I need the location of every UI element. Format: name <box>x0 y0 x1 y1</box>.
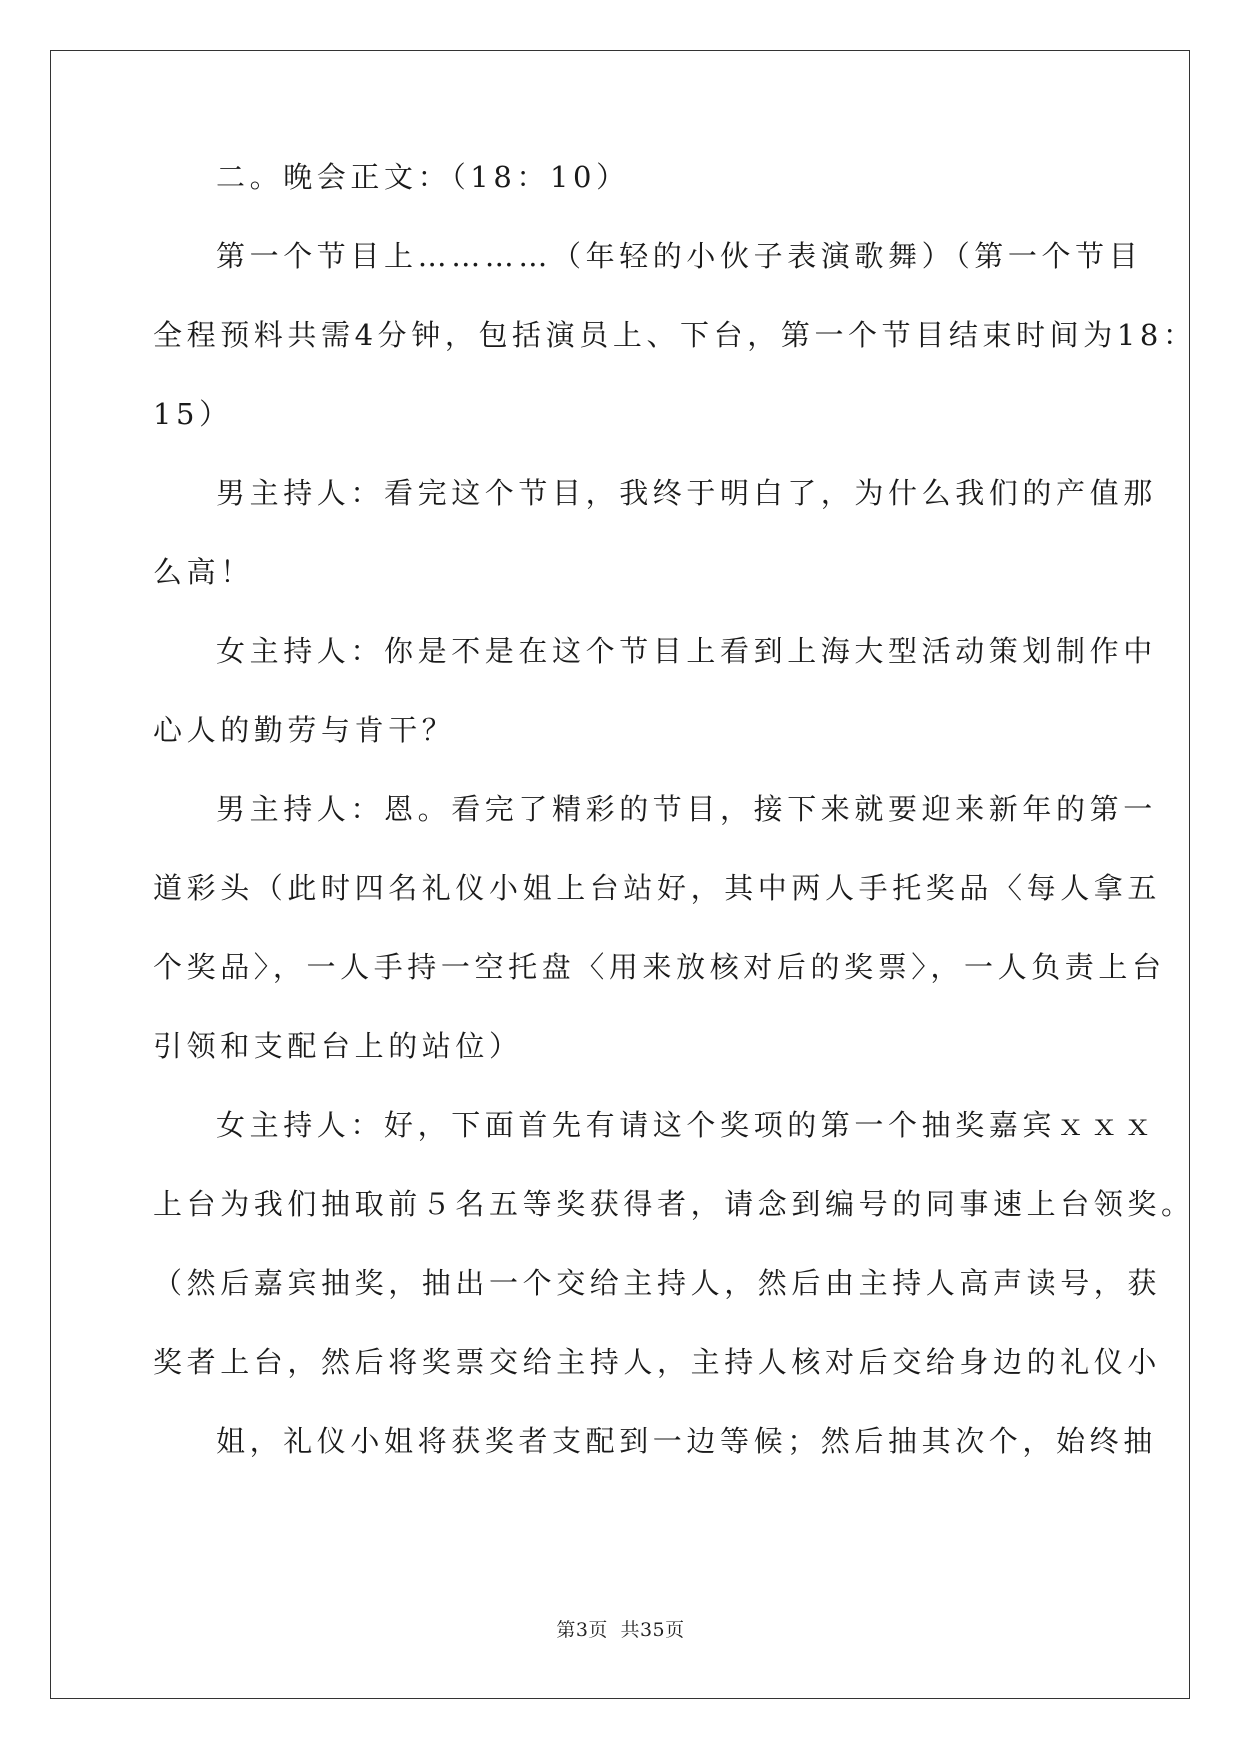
text-line: 心人的勤劳与肯干？ <box>153 713 456 747</box>
text-line: 上台为我们抽取前５名五等奖获得者，请念到编号的同事速上台领奖。 <box>153 1187 1195 1221</box>
page-footer <box>0 1618 1241 1642</box>
text-line: 第一个节目上…………（年轻的小伙子表演歌舞）（第一个节目 <box>216 239 1143 273</box>
text-line: 个奖品〉，一人手持一空托盘〈用来放核对后的奖票〉，一人负责上台 <box>153 950 1166 984</box>
text-line: 男主持人：看完这个节目，我终于明白了，为什么我们的产值那 <box>216 476 1157 510</box>
total-pages: 共35页 <box>620 1619 685 1641</box>
text-line: 女主持人：你是不是在这个节目上看到上海大型活动策划制作中 <box>216 634 1157 668</box>
text-line: 二。晚会正文：（18：10） <box>216 160 630 194</box>
text-line: 女主持人：好，下面首先有请这个奖项的第一个抽奖嘉宾ｘｘｘ <box>216 1108 1157 1142</box>
text-line: 全程预料共需4分钟，包括演员上、下台，第一个节目结束时间为18： <box>153 318 1197 352</box>
text-line: 15） <box>153 397 233 431</box>
text-line: （然后嘉宾抽奖，抽出一个交给主持人，然后由主持人高声读号，获 <box>153 1266 1162 1300</box>
page-number: 第3页 <box>556 1619 608 1641</box>
text-line: 姐，礼仪小姐将获奖者支配到一边等候；然后抽其次个，始终抽 <box>216 1424 1157 1458</box>
text-line: 么高！ <box>153 555 254 589</box>
text-line: 奖者上台，然后将奖票交给主持人，主持人核对后交给身边的礼仪小 <box>153 1345 1162 1379</box>
text-line: 男主持人：恩。看完了精彩的节目，接下来就要迎来新年的第一 <box>216 792 1157 826</box>
text-line: 引领和支配台上的站位） <box>153 1029 523 1063</box>
text-line: 道彩头（此时四名礼仪小姐上台站好，其中两人手托奖品〈每人拿五 <box>153 871 1162 905</box>
